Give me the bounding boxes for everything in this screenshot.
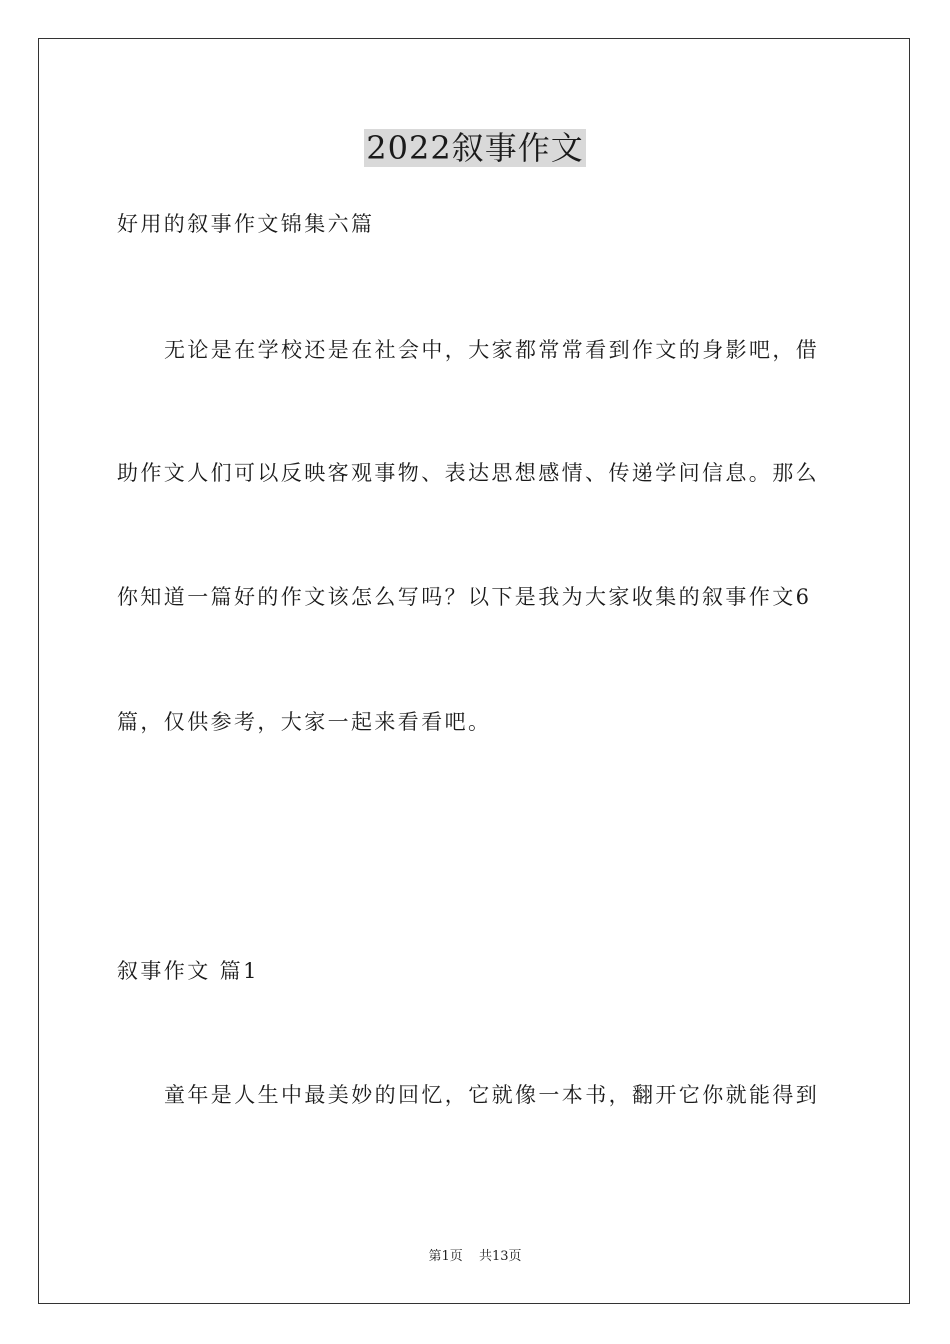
document-title-text: 2022叙事作文 xyxy=(366,129,584,167)
paragraph-line: 你知道一篇好的作文该怎么写吗？以下是我为大家收集的叙事作文6 xyxy=(117,585,812,609)
paragraph-line: 无论是在学校还是在社会中，大家都常常看到作文的身影吧，借 xyxy=(164,338,820,362)
paragraph-line: 篇，仅供参考，大家一起来看看吧。 xyxy=(117,710,492,734)
paragraph-line: 童年是人生中最美妙的回忆，它就像一本书，翻开它你就能得到 xyxy=(164,1083,820,1107)
document-subtitle: 好用的叙事作文锦集六篇 xyxy=(117,212,375,236)
page-footer xyxy=(0,1248,950,1266)
section-heading: 叙事作文 篇1 xyxy=(117,959,259,983)
page-total: 共13页 xyxy=(478,1249,522,1264)
document-title xyxy=(0,128,950,168)
paragraph-line: 助作文人们可以反映客观事物、表达思想感情、传递学问信息。那么 xyxy=(117,461,819,485)
page-number: 第1页 xyxy=(428,1249,463,1264)
